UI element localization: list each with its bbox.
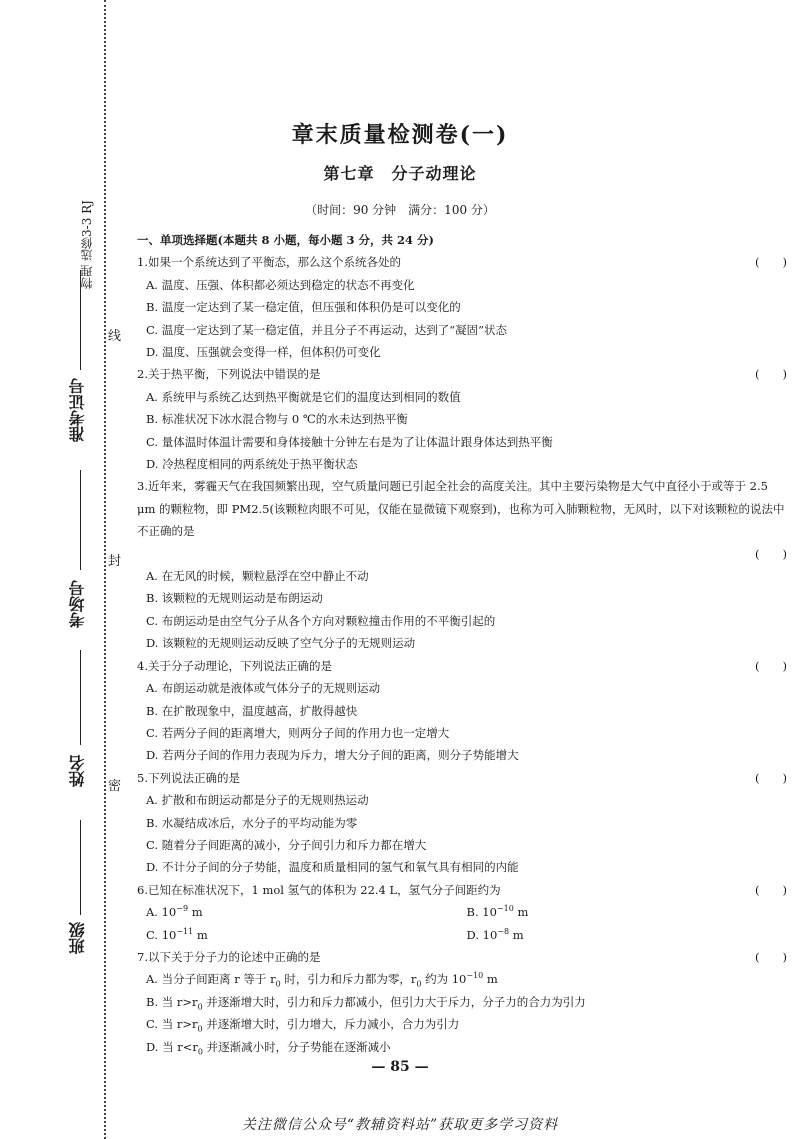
exam-room-blank[interactable] [80, 470, 81, 570]
option-a: A. 布朗运动就是液体或气体分子的无规则运动 [146, 681, 381, 696]
exam-number-label: 准考证号 [68, 378, 87, 442]
option-row [137, 901, 787, 923]
option-b: B. 水凝结成冰后，水分子的平均动能为零 [146, 815, 358, 830]
question-stem: 2.关于热平衡，下列说法中错误的是 [137, 367, 321, 382]
section-heading: 一、单项选择题(本题共 8 小题，每小题 3 分，共 24 分) [137, 233, 434, 247]
option-a: A. 扩散和布朗运动都是分子的无规则热运动 [146, 793, 369, 808]
option-d: D. 不计分子间的分子势能，温度和质量相同的氢气和氧气具有相同的内能 [146, 860, 519, 875]
question-3 [137, 475, 787, 542]
cut-word-line: 线 [108, 329, 122, 344]
question-stem: 7.以下关于分子力的论述中正确的是 [137, 949, 321, 964]
option-c: C. 当 $r>r_0$ 并逐渐增大时，引力增大，斥力减小，合力为引力 [146, 1017, 460, 1034]
cut-word-secret: 密 [108, 779, 122, 794]
option-c: C. 若两分子间的距离增大，则两分子间的作用力也一定增大 [146, 725, 450, 740]
option-a: A. 当分子间距离 r 等于 $r_0$ 时，引力和斥力都为零，$r_0$ 约为 $10^{-10}$ m [146, 971, 498, 989]
answer-paren: ( ) [755, 367, 787, 382]
question-stem: 4.关于分子动理论，下列说法正确的是 [137, 658, 332, 673]
option-a: A. 在无风的时候，颗粒悬浮在空中静止不动 [146, 569, 369, 584]
question-2 [137, 363, 787, 385]
answer-paren: ( ) [755, 770, 787, 785]
option-b: B. 温度一定达到了某一稳定值，但压强和体积仍是可以变化的 [146, 300, 461, 315]
option-b: B. 当 $r>r_0$ 并逐渐增大时，引力和斥力都减小，但引力大于斥力，分子力的合力为引力 [146, 994, 586, 1012]
option-c: C. 布朗运动是由空气分子从各个方向对颗粒撞击作用的不平衡引起的 [146, 613, 496, 628]
option-c: C. $10^{-11}$ m [146, 926, 208, 942]
question-6 [137, 879, 787, 901]
answer-paren: ( ) [755, 546, 787, 561]
exam-room-label: 考场号 [68, 580, 87, 628]
answer-paren: ( ) [755, 949, 787, 964]
option-d: D. 冷热程度相同的两系统处于热平衡状态 [146, 457, 358, 472]
student-name-blank[interactable] [80, 650, 81, 745]
class-label: 班级 [68, 922, 87, 954]
option-row [137, 924, 787, 946]
option-a: A. $10^{-9}$ m [146, 904, 203, 920]
option-c: C. 量体温时体温计需要和身体接触十分钟左右是为了让体温计跟身体达到热平衡 [146, 434, 553, 449]
option-c: C. 随着分子间距离的减小，分子间引力和斥力都在增大 [146, 837, 427, 852]
exam-number-blank[interactable] [80, 270, 81, 370]
option-b: B. 标准状况下冰水混合物与 0 ℃的水未达到热平衡 [146, 412, 408, 427]
class-blank[interactable] [80, 820, 81, 915]
cut-word-seal: 封 [108, 554, 122, 569]
footer-note: 关注微信公众号“教辅资料站”获取更多学习资料 [241, 1117, 559, 1133]
option-a: A. 系统甲与系统乙达到热平衡就是它们的温度达到相同的数值 [146, 389, 461, 404]
option-b: B. 在扩散现象中，温度越高，扩散得越快 [146, 703, 358, 718]
answer-paren: ( ) [755, 658, 787, 673]
question-stem: 3.近年来，雾霾天气在我国频繁出现，空气质量问题已引起全社会的高度关注。其中主要污染物是大气中直径小于或等于 2.5 μm 的颗粒物，即 PM2.5(该颗粒肉眼不可见，仅能在显微镜下观察到)，也称为可入肺颗粒物，无风时，以下对该颗粒的说法中不正确的是 [137, 479, 785, 539]
student-name-label: 姓名 [68, 755, 87, 787]
question-5 [137, 767, 787, 789]
option-b: B. $10^{-10}$ m [466, 904, 529, 920]
option-a: A. 温度、压强、体积都必须达到稳定的状态不再变化 [146, 277, 415, 292]
question-stem: 6.已知在标准状况下，1 mol 氢气的体积为 22.4 L，氢气分子间距约为 [137, 882, 501, 897]
question-stem: 1.如果一个系统达到了平衡态，那么这个系统各处的 [137, 255, 401, 270]
page-number: — 85 — [371, 1059, 429, 1075]
question-7 [137, 946, 787, 968]
option-d: D. 该颗粒的无规则运动反映了空气分子的无规则运动 [146, 636, 416, 651]
option-d: D. 温度、压强就会变得一样，但体积仍可变化 [146, 345, 381, 360]
page-title: 章末质量检测卷(一) [291, 122, 509, 148]
time-score-note: （时间：90 分钟 满分：100 分） [305, 203, 495, 217]
answer-paren: ( ) [755, 882, 787, 897]
chapter-subtitle: 第七章 分子动理论 [323, 164, 477, 183]
question-stem: 5.下列说法正确的是 [137, 770, 240, 785]
question-4 [137, 655, 787, 677]
option-b: B. 该颗粒的无规则运动是布朗运动 [146, 591, 323, 606]
question-1 [137, 251, 787, 273]
option-d: D. 当 $r<r_0$ 并逐渐减小时，分子势能在逐渐减小 [146, 1039, 391, 1056]
option-d: D. $10^{-8}$ m [466, 926, 524, 942]
question-content [137, 229, 787, 1058]
side-subject-label: 物理 选修3-3 RJ [80, 200, 94, 289]
question-3-paren-row [137, 543, 787, 565]
option-c: C. 温度一定达到了某一稳定值，并且分子不再运动，达到了“凝固”状态 [146, 322, 507, 337]
answer-paren: ( ) [755, 255, 787, 270]
option-d: D. 若两分子间的作用力表现为斥力，增大分子间的距离，则分子势能增大 [146, 748, 519, 763]
